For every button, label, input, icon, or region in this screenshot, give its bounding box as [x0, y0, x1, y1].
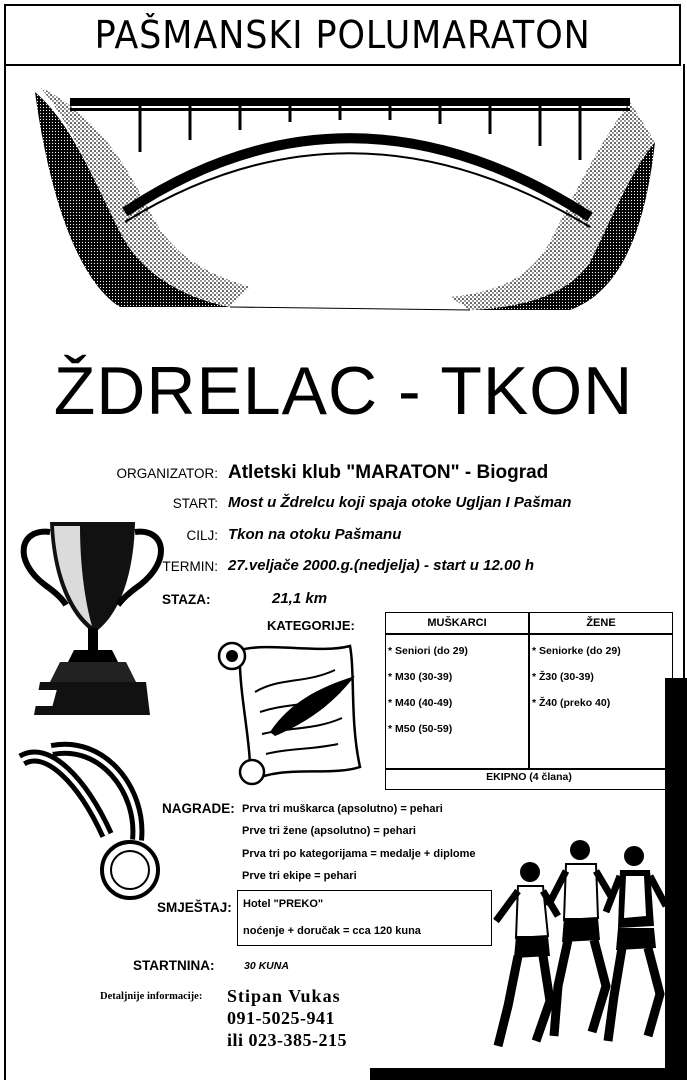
cilj-label: CILJ: — [186, 528, 218, 543]
women-category: * Ž40 (preko 40) — [532, 697, 611, 709]
decorative-bottom-strip — [370, 1068, 687, 1080]
prize-item: Prva tri muškarca (apsolutno) = pehari — [242, 803, 443, 815]
contact-name: Stipan Vukas — [227, 986, 341, 1006]
fee-label: STARTNINA: — [133, 958, 215, 973]
page-title: PAŠMANSKI POLUMARATON — [94, 13, 591, 57]
fee-value: 30 KUNA — [244, 960, 289, 972]
hotel-price: noćenje + doručak = cca 120 kuna — [243, 925, 421, 937]
prize-item: Prve tri žene (apsolutno) = pehari — [242, 825, 416, 837]
medal-icon — [12, 740, 172, 905]
route-heading: ŽDRELAC - TKON — [53, 353, 634, 429]
bridge-illustration — [30, 82, 660, 322]
table-divider-vertical — [528, 613, 530, 768]
categories-table — [385, 612, 673, 790]
kategorije-label: KATEGORIJE: — [267, 618, 355, 633]
termin-label: TERMIN: — [162, 559, 218, 574]
organizator-label: ORGANIZATOR: — [116, 466, 218, 481]
men-category: * M50 (50-59) — [388, 723, 453, 735]
decorative-black-band — [665, 678, 687, 1080]
women-header: ŽENE — [586, 617, 616, 629]
women-category: * Seniorke (do 29) — [532, 645, 621, 657]
frame-left-line — [4, 64, 6, 1080]
men-category: * M40 (40-49) — [388, 697, 453, 709]
table-divider-footer — [386, 768, 672, 770]
organizator-value: Atletski klub "MARATON" - Biograd — [228, 462, 549, 483]
contact-phone-1: 091-5025-941 — [227, 1008, 335, 1028]
men-category: * Seniori (do 29) — [388, 645, 468, 657]
termin-value: 27.veljače 2000.g.(nedjelja) - start u 12.00 h — [228, 557, 534, 574]
accommodation-label: SMJEŠTAJ: — [157, 900, 232, 915]
start-label: START: — [172, 496, 218, 511]
team-category: EKIPNO (4 člana) — [486, 771, 572, 783]
contact-phone-2: ili 023-385-215 — [227, 1030, 347, 1050]
start-value: Most u Ždrelcu koji spaja otoke Ugljan I Pašman — [228, 494, 572, 511]
contact-label: Detaljnije informacije: — [100, 991, 203, 1002]
scroll-icon — [210, 632, 370, 792]
prize-item: Prva tri po kategorijama = medalje + diplome — [242, 848, 476, 860]
accommodation-box — [237, 890, 492, 946]
trophy-icon — [10, 510, 175, 735]
runners-illustration — [488, 836, 668, 1080]
prize-item: Prve tri ekipe = pehari — [242, 870, 357, 882]
hotel-name: Hotel "PREKO" — [243, 898, 324, 910]
men-header: MUŠKARCI — [427, 617, 487, 629]
staza-value: 21,1 km — [272, 590, 328, 607]
men-category: * M30 (30-39) — [388, 671, 453, 683]
staza-label: STAZA: — [162, 592, 211, 607]
table-divider-header — [386, 633, 672, 635]
cilj-value: Tkon na otoku Pašmanu — [228, 526, 402, 543]
prizes-label: NAGRADE: — [162, 801, 235, 816]
women-category: * Ž30 (30-39) — [532, 671, 594, 683]
title-box — [4, 4, 681, 66]
